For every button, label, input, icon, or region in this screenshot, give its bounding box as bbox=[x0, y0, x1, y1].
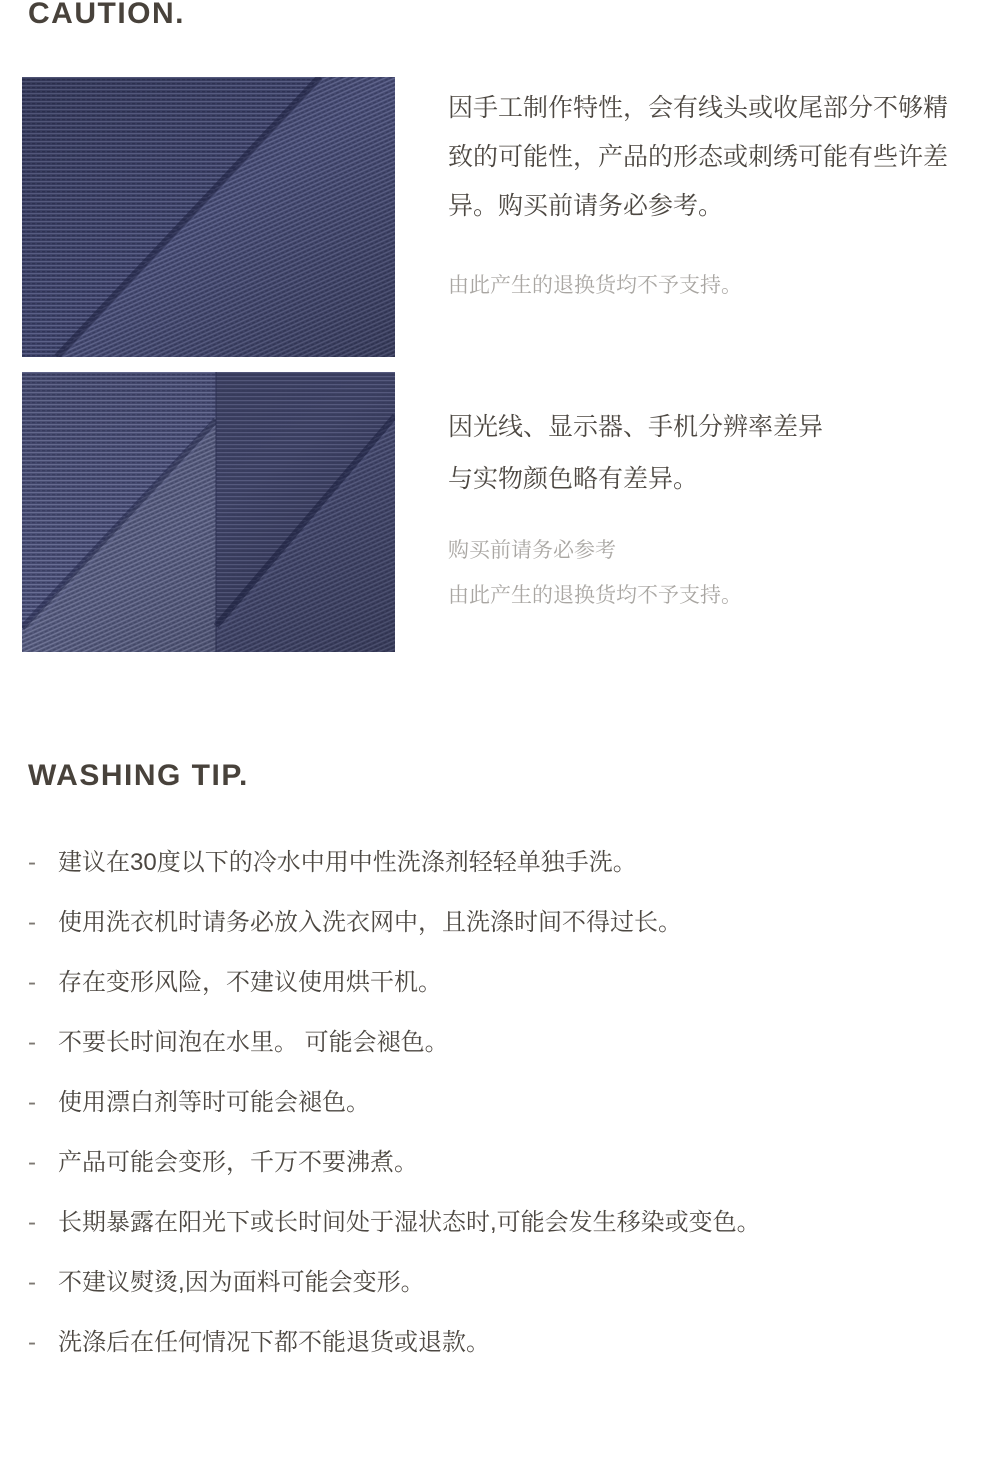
bullet-dash: - bbox=[28, 1149, 36, 1176]
washing-tip-text: 不建议熨烫,因为面料可能会变形。 bbox=[58, 1269, 425, 1296]
fabric-photo-closeup bbox=[22, 77, 395, 357]
washing-tips-list bbox=[28, 849, 968, 1389]
bullet-dash: - bbox=[28, 969, 36, 996]
bullet-dash: - bbox=[28, 1209, 36, 1236]
caution-paragraph-handmade: 因手工制作特性，会有线头或收尾部分不够精致的可能性，产品的形态或刺绣可能有些许差异。购买前请务必参考。 bbox=[448, 94, 949, 220]
washing-tip-item bbox=[28, 1209, 968, 1236]
washing-tip-text: 产品可能会变形，千万不要沸煮。 bbox=[58, 1149, 418, 1176]
bullet-dash: - bbox=[28, 849, 36, 876]
washing-tip-text: 存在变形风险，不建议使用烘干机。 bbox=[58, 969, 442, 996]
washing-tip-item bbox=[28, 909, 968, 936]
washing-tip-text: 长期暴露在阳光下或长时间处于湿状态时,可能会发生移染或变色。 bbox=[58, 1209, 761, 1236]
caution-color-line-1: 因光线、显示器、手机分辨率差异 bbox=[448, 413, 824, 441]
bullet-dash: - bbox=[28, 1029, 36, 1056]
washing-tip-text: 洗涤后在任何情况下都不能退货或退款。 bbox=[58, 1329, 490, 1356]
washing-tip-item bbox=[28, 1149, 968, 1176]
washing-tip-item bbox=[28, 1029, 968, 1056]
caution-color-line-2: 与实物颜色略有差异。 bbox=[448, 465, 699, 493]
washing-tip-heading: WASHING TIP. bbox=[28, 759, 249, 792]
caution-note-no-returns: 由此产生的退换货均不予支持。 bbox=[448, 274, 742, 297]
fabric-closeup-image bbox=[22, 77, 395, 357]
washing-tip-text: 建议在30度以下的冷水中用中性洗涤剂轻轻单独手洗。 bbox=[58, 849, 637, 876]
fabric-comparison-image bbox=[22, 372, 395, 652]
fabric-photo-comparison bbox=[22, 372, 395, 652]
caution-note-line-2: 由此产生的退换货均不予支持。 bbox=[448, 584, 742, 607]
washing-tip-text: 使用漂白剂等时可能会褪色。 bbox=[58, 1089, 370, 1116]
washing-tip-item bbox=[28, 1269, 968, 1296]
washing-tip-item bbox=[28, 969, 968, 996]
bullet-dash: - bbox=[28, 909, 36, 936]
caution-heading: CAUTION. bbox=[28, 0, 185, 30]
bullet-dash: - bbox=[28, 1089, 36, 1116]
washing-tip-item bbox=[28, 849, 968, 876]
washing-tip-item bbox=[28, 1329, 968, 1356]
bullet-dash: - bbox=[28, 1329, 36, 1356]
caution-paragraph-color bbox=[448, 401, 964, 505]
washing-tip-item bbox=[28, 1089, 968, 1116]
caution-note-line-1: 购买前请务必参考 bbox=[448, 539, 616, 562]
washing-tip-text: 使用洗衣机时请务必放入洗衣网中，且洗涤时间不得过长。 bbox=[58, 909, 682, 936]
bullet-dash: - bbox=[28, 1269, 36, 1296]
washing-tip-text: 不要长时间泡在水里。 可能会褪色。 bbox=[58, 1029, 449, 1056]
caution-note-reference bbox=[448, 528, 968, 618]
